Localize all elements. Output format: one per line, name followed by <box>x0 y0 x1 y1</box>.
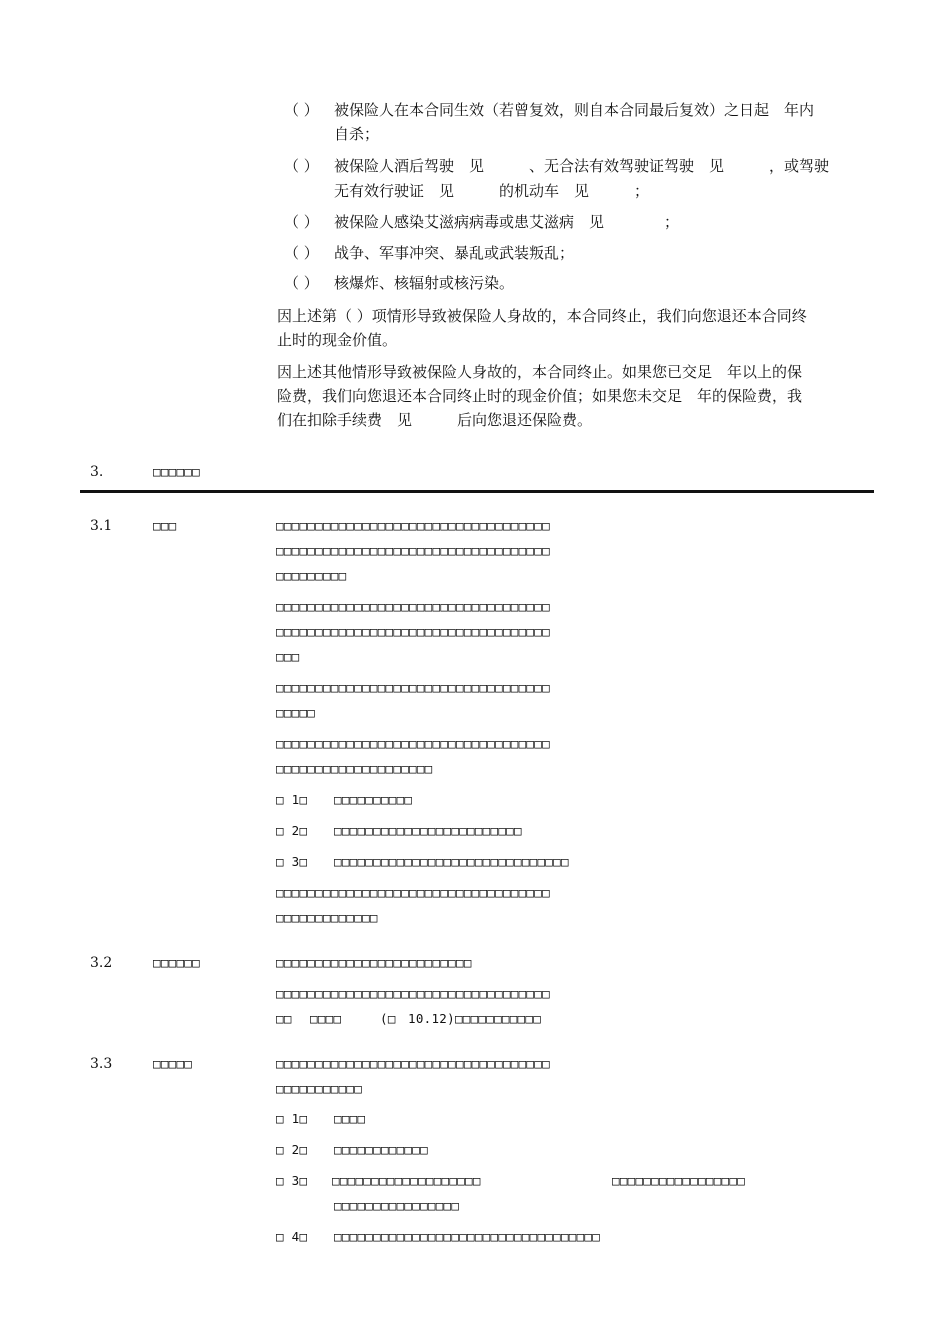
subsection-3-2-line: □□□□□□□□□□□□□□□□□□□□□□□□□□□□□□□□□□□ <box>276 986 550 1001</box>
section-title: □□□□□□ <box>153 464 200 479</box>
subsection-3-1-number: 3.1 <box>90 518 113 534</box>
paragraph-cash-value-cont: 止时的现金价值。 <box>277 331 398 349</box>
subsection-3-1-line: □□□□□□□□□ <box>276 568 347 583</box>
subsection-3-1-closing-cont: □□□□□□□□□□□□□ <box>276 910 378 925</box>
subsection-3-3-item-text-b: □□□□□□□□□□□□□□□□□ <box>612 1173 746 1188</box>
paragraph-other-cases-cont2: 们在扣除手续费 见 后向您退还保险费。 <box>277 411 593 429</box>
subsection-3-3-intro: □□□□□□□□□□□□□□□□□□□□□□□□□□□□□□□□□□□ <box>276 1056 550 1071</box>
exclusion-text-3: 被保险人感染艾滋病病毒或患艾滋病 见 ； <box>334 213 680 231</box>
exclusion-mark-2: （ ） <box>284 157 319 175</box>
subsection-3-3-item-mark: □ 3□ <box>276 1173 308 1188</box>
exclusion-mark-1: （ ） <box>284 101 319 119</box>
exclusion-text-1-cont: 自杀； <box>334 125 380 143</box>
subsection-3-1-line: □□□□□□□□□□□□□□□□□□□□□□□□□□□□□□□□□□□ <box>276 518 550 533</box>
subsection-3-1-item-text: □□□□□□□□□□□□□□□□□□□□□□□□ <box>334 823 522 838</box>
exclusion-text-1: 被保险人在本合同生效（若曾复效，则自本合同最后复效）之日起 年内 <box>334 101 815 119</box>
subsection-3-3-title: □□□□□ <box>153 1056 193 1071</box>
subsection-3-1-item-mark: □ 2□ <box>276 823 308 838</box>
subsection-3-3-item-text: □□□□□□□□□□□□ <box>334 1142 428 1157</box>
subsection-3-2-number: 3.2 <box>90 955 113 971</box>
exclusion-text-5: 核爆炸、核辐射或核污染。 <box>334 274 515 292</box>
subsection-3-3-item-mark: □ 4□ <box>276 1229 308 1244</box>
section-number: 3. <box>90 464 104 480</box>
subsection-3-1-line: □□□□□□□□□□□□□□□□□□□□ <box>276 761 433 776</box>
subsection-3-1-line: □□□□□□□□□□□□□□□□□□□□□□□□□□□□□□□□□□□ <box>276 599 550 614</box>
subsection-3-1-item-mark: □ 3□ <box>276 854 308 869</box>
subsection-3-1-item-mark: □ 1□ <box>276 792 308 807</box>
subsection-3-3-intro-cont: □□□□□□□□□□□ <box>276 1081 363 1096</box>
subsection-3-2-line: □□ <box>276 1011 292 1026</box>
subsection-3-2-line: □□□□ <box>310 1011 342 1026</box>
subsection-3-3-number: 3.3 <box>90 1056 113 1072</box>
subsection-3-1-line: □□□□□□□□□□□□□□□□□□□□□□□□□□□□□□□□□□□ <box>276 736 550 751</box>
subsection-3-1-item-text: □□□□□□□□□□□□□□□□□□□□□□□□□□□□□□ <box>334 854 569 869</box>
subsection-3-3-item-text: □□□□ <box>334 1111 366 1126</box>
subsection-3-1-line: □□□□□□□□□□□□□□□□□□□□□□□□□□□□□□□□□□□ <box>276 543 550 558</box>
subsection-3-1-line: □□□□□□□□□□□□□□□□□□□□□□□□□□□□□□□□□□□ <box>276 680 550 695</box>
section-divider <box>80 490 874 493</box>
subsection-3-2-line: □□□□□□□□□□□□□□□□□□□□□□□□□ <box>276 955 472 970</box>
subsection-3-1-line: □□□□□□□□□□□□□□□□□□□□□□□□□□□□□□□□□□□ <box>276 624 550 639</box>
paragraph-other-cases-cont1: 险费，我们向您退还本合同终止时的现金价值；如果您未交足 年的保险费，我 <box>277 387 803 405</box>
subsection-3-3-item-text: □□□□□□□□□□□□□□□□□□□□□□□□□□□□□□□□□□ <box>334 1229 601 1244</box>
subsection-3-3-item-mark: □ 1□ <box>276 1111 308 1126</box>
exclusion-mark-3: （ ） <box>284 213 319 231</box>
paragraph-cash-value: 因上述第（ ）项情形导致被保险人身故的，本合同终止，我们向您退还本合同终 <box>277 307 807 325</box>
subsection-3-3-item-text: □□□□□□□□□□□□□□□□□□□ <box>332 1173 481 1188</box>
exclusion-mark-4: （ ） <box>284 244 319 262</box>
exclusion-mark-5: （ ） <box>284 274 319 292</box>
exclusion-text-2-cont: 无有效行驶证 见 的机动车 见 ； <box>334 182 650 200</box>
subsection-3-1-title: □□□ <box>153 518 177 533</box>
subsection-3-2-title: □□□□□□ <box>153 955 200 970</box>
exclusion-text-2: 被保险人酒后驾驶 见 、无合法有效驾驶证驾驶 见 ，或驾驶 <box>334 157 830 175</box>
subsection-3-2-line: (□ <box>380 1011 396 1026</box>
subsection-3-3-item-mark: □ 2□ <box>276 1142 308 1157</box>
subsection-3-1-closing: □□□□□□□□□□□□□□□□□□□□□□□□□□□□□□□□□□□ <box>276 885 550 900</box>
subsection-3-1-line: □□□□□ <box>276 705 316 720</box>
subsection-3-3-item-text-c: □□□□□□□□□□□□□□□□ <box>334 1198 460 1213</box>
subsection-3-2-line: 10.12)□□□□□□□□□□□ <box>408 1011 542 1026</box>
subsection-3-1-line: □□□ <box>276 649 300 664</box>
exclusion-text-4: 战争、军事冲突、暴乱或武装叛乱； <box>334 244 575 262</box>
subsection-3-1-item-text: □□□□□□□□□□ <box>334 792 413 807</box>
paragraph-other-cases: 因上述其他情形导致被保险人身故的，本合同终止。如果您已交足 年以上的保 <box>277 363 803 381</box>
